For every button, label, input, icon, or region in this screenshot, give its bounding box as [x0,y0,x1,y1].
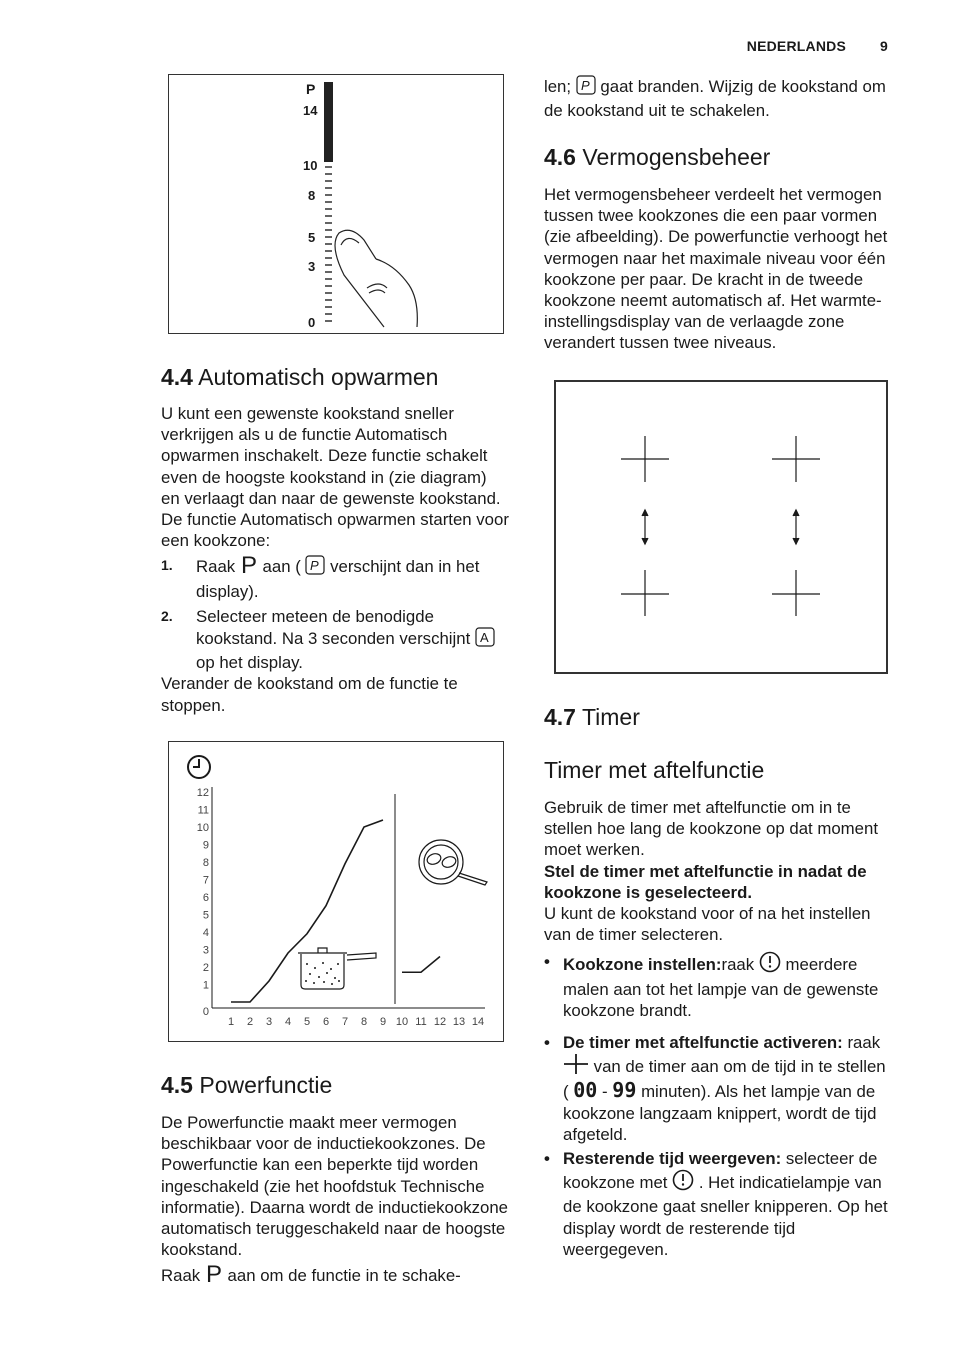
y-tick-label: 10 [196,822,209,834]
display-p-icon [305,555,325,580]
timer-bullets [544,951,894,1260]
timer-bold-note: Stel de timer met aftelfunctie in nadat de kookzone is geselecteerd. [544,861,867,902]
cooking-zone-icon [772,436,820,482]
slider-label-p: P [306,81,316,97]
section-4-5-text: De Powerfunctie maakt meer vermogen beschikbaar voor de inductiekookzones. De Powerfunctie kan een beperkte tijd worden ingeschakeld (zie het hoofdstuk Technische informatie). Daarna wordt de inductiekookzone automatisch teruggeschakeld naar de hoogste kookstand. [161,1113,508,1260]
chart-x-ticks [228,1016,484,1028]
svg-text:P: P [205,1264,222,1285]
section-4-6-text: Het vermogensbeheer verdeelt het vermogen tussen twee kookzones die een paar vormen (zie afbeelding). De powerfunctie verhoogt het vermogen naar het maximale niveau voor één kookzone per paar. De kracht in de tweede kookzone neemt automatisch af. Het warmte-instellingsdisplay van de verlaagde zone verandert tussen twee niveaus. [544,185,888,353]
series-line-1 [231,820,383,1002]
cooking-zone-icon [621,436,669,482]
y-tick-label: 11 [197,804,209,817]
power-p-icon [240,555,258,580]
double-arrow-icon [642,510,648,544]
page-header [747,38,888,54]
svg-text:A: A [479,630,489,646]
display-00: 00 [573,1078,598,1103]
pan-icon [419,840,487,885]
y-tick-label: 12 [196,787,209,799]
slider-label-8: 8 [308,188,316,203]
x-tick-label: 9 [379,1016,387,1028]
x-tick-label: 13 [452,1016,466,1028]
plus-icon [563,1053,589,1080]
bullet-resterende-tijd: • Resterende tijd weergeven: selecteer de kookzone met . Het indicatielampje van de kookzone gaat sneller knipperen. Op het display wordt de resterende tijd weergegeven. [544,1149,888,1259]
clock-icon [188,756,210,778]
x-tick-label: 2 [246,1016,254,1028]
power-management-figure [554,380,888,674]
timer-intro: Gebruik de timer met aftelfunctie om in te stellen hoe lang de kookzone op dat moment moet werken. [544,798,878,860]
display-99: 99 [612,1078,637,1103]
section-4-5-touch: Raak P aan om de functie in te schake- [161,1264,509,1289]
step-2: 2. Selecteer meteen de benodigde kookstand. Na 3 seconden verschijnt A op het display. [161,606,509,674]
header-language: NEDERLANDS [746,38,846,54]
section-4-4-start: De functie Automatisch opwarmen starten voor een kookzone: [161,510,509,551]
section-4-5-continued: len; P gaat branden. Wijzig de kookstand om de kookstand uit te schakelen. [544,77,886,121]
svg-text:P: P [310,558,320,574]
section-4-7-subheading: Timer met aftelfunctie [544,757,765,783]
x-tick-label: 3 [265,1016,273,1028]
auto-heat-steps [161,555,509,673]
cooking-zones-illustration [556,382,886,672]
cooking-zone-icon [621,570,669,616]
auto-heat-chart-figure [168,741,504,1042]
section-4-6-heading: 4.6 Vermogensbeheer [544,144,771,170]
page-number: 9 [880,38,888,54]
auto-heat-chart [169,742,503,1041]
y-tick-label: 7 [202,874,209,887]
chart-axes [212,787,485,1008]
double-arrow-icon [793,510,799,544]
timer-icon [672,1169,694,1196]
slider-ticks [325,167,332,321]
series-line-2 [402,957,440,973]
cooking-zone-icon [772,570,820,616]
finger-icon [335,230,417,327]
slider-label-10: 10 [303,158,318,173]
display-a-icon [475,627,495,652]
section-4-5-body [161,1112,509,1290]
y-tick-label: 1 [202,979,209,992]
slider-active-bar [324,82,333,162]
svg-text:P: P [580,78,590,93]
x-tick-label: 5 [303,1016,311,1028]
x-tick-label: 8 [360,1016,368,1028]
power-slider-figure [168,74,504,334]
x-tick-label: 12 [433,1016,447,1028]
pot-icon [298,948,376,989]
section-4-4-heading: 4.4 Automatisch opwarmen [161,364,439,390]
x-tick-label: 14 [471,1016,485,1028]
y-tick-label: 5 [202,909,209,922]
section-4-6-body [544,184,894,354]
slider-label-3: 3 [308,259,316,274]
timer-icon [759,951,781,978]
y-tick-label: 6 [202,892,209,904]
section-4-5 [161,1071,509,1099]
bullet-kookzone-instellen: • Kookzone instellen:raak meerdere malen aan tot het lampje van de gewenste kookzone brandt. [544,952,879,1020]
section-4-4-intro: U kunt een gewenste kookstand sneller verkrijgen als u de functie Automatisch opwarmen inschakelt. Deze functie schakelt even de hoogste kookstand in (zie diagram) en verlaagt dan naar de gewenste kookstand. [161,404,501,508]
y-tick-label: 2 [202,962,209,974]
x-tick-label: 7 [341,1016,349,1028]
x-tick-label: 10 [395,1016,409,1028]
y-tick-label: 9 [202,839,209,852]
power-slider-illustration [169,75,503,333]
section-4-6 [544,143,894,171]
section-4-7-heading: 4.7 Timer [544,704,640,730]
chart-y-ticks [197,787,209,1018]
section-4-4-body [161,403,509,716]
y-tick-label: 0 [202,1006,209,1018]
y-tick-label: 8 [202,857,209,869]
timer-note: U kunt de kookstand voor of na het instellen van de timer selecteren. [544,904,871,945]
power-p-icon [205,1264,223,1289]
display-p-icon [576,75,596,100]
slider-label-5: 5 [308,230,316,245]
section-4-7 [544,703,894,784]
bullet-timer-activeren: • De timer met aftelfunctie activeren: raak van de timer aan om de tijd in te stellen ( 00 - 99 minuten). Als het lampje van de kookzone langzaam knippert, wordt de tijd afgeteld. [544,1033,886,1144]
section-4-4-stop: Verander de kookstand om de functie te stoppen. [161,674,458,715]
slider-label-14: 14 [303,103,318,118]
svg-text:P: P [240,555,257,576]
section-4-5-heading: 4.5 Powerfunctie [161,1072,333,1098]
y-tick-label: 3 [202,944,209,957]
slider-label-0: 0 [308,315,316,330]
x-tick-label: 1 [227,1016,235,1028]
y-tick-label: 4 [202,927,209,939]
step-1: 1. Raak P aan ( P verschijnt dan in het display). [161,555,509,601]
section-4-4 [161,363,509,391]
section-4-7-body [544,797,894,1260]
x-tick-label: 4 [284,1016,292,1028]
chart-lines [231,820,440,1002]
x-tick-label: 11 [415,1016,427,1028]
x-tick-label: 6 [322,1016,330,1028]
